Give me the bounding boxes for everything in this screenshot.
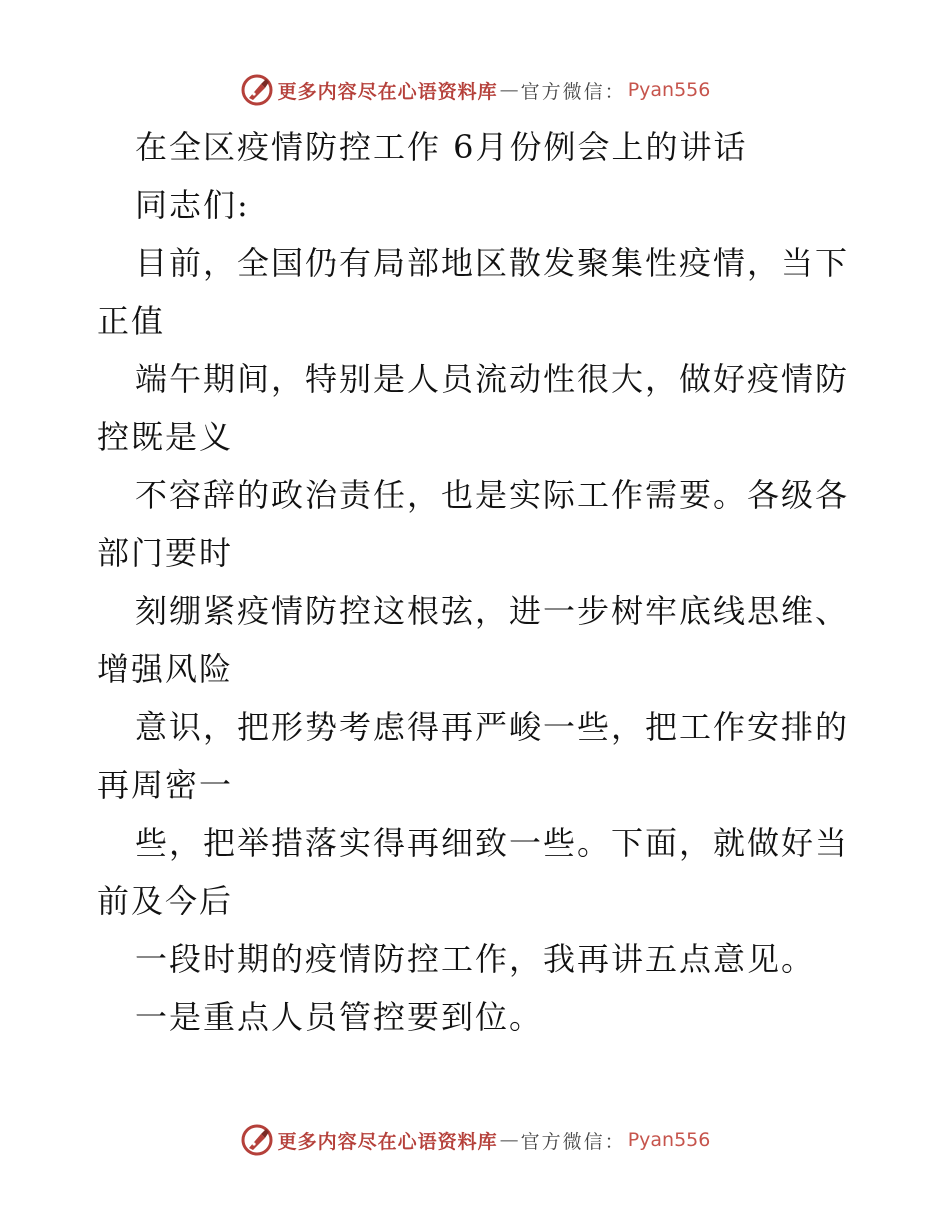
banner-text: 更多内容尽在心语资料库: [277, 1130, 498, 1153]
text-line: 不容辞的政治责任，也是实际工作需要。各级各: [135, 476, 850, 514]
footer-banner: [0, 1120, 950, 1160]
text-line: 端午期间，特别是人员流动性很大，做好疫情防: [135, 360, 850, 398]
document-title: 在全区疫情防控工作 6月份例会上的讲话: [135, 128, 748, 166]
banner-label: 官方微信：: [520, 80, 626, 103]
salutation: 同志们:: [135, 186, 250, 224]
section-heading: 一是重点人员管控要到位。: [135, 998, 544, 1036]
banner-wechat-id: Pyan556: [627, 79, 711, 101]
text-line: 再周密一: [97, 766, 234, 804]
document-body: [97, 118, 857, 1046]
text-line: 控既是义: [97, 418, 234, 456]
text-line: 意识，把形势考虑得再严峻一些，把工作安排的: [135, 708, 850, 746]
banner-label: 官方微信：: [520, 1130, 626, 1153]
text-line: 刻绷紧疫情防控这根弦，进一步树牢底线思维、: [135, 592, 850, 630]
banner-dash: —: [499, 1129, 519, 1151]
banner-text: 更多内容尽在心语资料库: [277, 80, 498, 103]
text-line: 前及今后: [97, 882, 234, 920]
text-line: 一段时期的疫情防控工作，我再讲五点意见。: [135, 940, 816, 978]
text-line: 些，把举措落实得再细致一些。下面，就做好当: [135, 824, 850, 862]
text-line: 正值: [97, 302, 166, 340]
pen-nib-logo-icon: [240, 73, 274, 107]
text-line: 目前，全国仍有局部地区散发聚集性疫情，当下: [135, 244, 850, 282]
text-line: 部门要时: [97, 534, 234, 572]
text-line: 增强风险: [97, 650, 234, 688]
header-banner: [0, 70, 950, 110]
pen-nib-logo-icon: [240, 1123, 274, 1157]
banner-dash: —: [499, 79, 519, 101]
banner-wechat-id: Pyan556: [627, 1129, 711, 1151]
